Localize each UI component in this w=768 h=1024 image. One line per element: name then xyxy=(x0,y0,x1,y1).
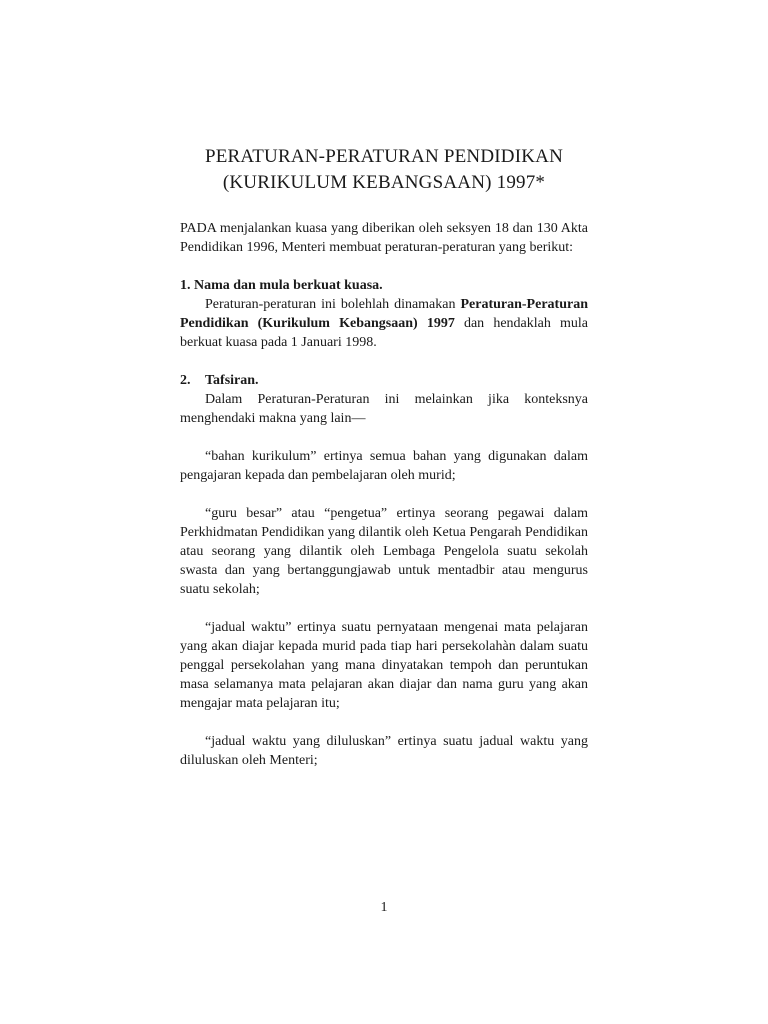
document-page xyxy=(180,144,588,770)
section-1-text-after: dan hendaklah mula berkuat kuasa pada 1 Januari 1998. xyxy=(180,316,588,350)
definition-jadual-waktu: “jadual waktu” ertinya suatu pernyataan mengenai mata pelajaran yang akan diajar kepada murid pada tiap hari persekolahàn dalam suatu penggal persekolahan yang mana dinyatakan tempoh dan peruntukan masa selamanya mata pelajaran akan diajar dan nama guru yang akan mengajar mata pelajaran itu; xyxy=(180,620,588,711)
section-1-text-before: Peraturan-peraturan ini bolehlah dinamakan xyxy=(205,297,461,312)
definition-jadual-waktu-diluluskan: “jadual waktu yang diluluskan” ertinya suatu jadual waktu yang diluluskan oleh Menteri; xyxy=(180,734,588,768)
page-number: 1 xyxy=(380,900,388,915)
section-2-number: 2. xyxy=(180,373,191,388)
document-title xyxy=(180,144,588,196)
title-line-2: (KURIKULUM KEBANGSAAN) 1997* xyxy=(222,172,546,193)
section-1-heading: 1. Nama dan mula berkuat kuasa. xyxy=(180,278,383,293)
definition-bahan-kurikulum: “bahan kurikulum” ertinya semua bahan yang digunakan dalam pengajaran kepada dan pembelajaran oleh murid; xyxy=(180,449,588,483)
title-line-1: PERATURAN-PERATURAN PENDIDIKAN xyxy=(204,146,564,167)
section-1-paragraph xyxy=(180,295,588,352)
intro-paragraph: PADA menjalankan kuasa yang diberikan oleh seksyen 18 dan 130 Akta Pendidikan 1996, Menteri membuat peraturan-peraturan yang berikut: xyxy=(180,221,588,255)
section-2-title: Tafsiran. xyxy=(205,373,259,388)
definition-guru-besar: “guru besar” atau “pengetua” ertinya seorang pegawai dalam Perkhidmatan Pendidikan yang dilantik oleh Ketua Pengarah Pendidikan atau seorang yang dilantik oleh Lembaga Pengelola suatu sekolah swasta dan yang bertanggungjawab untuk mentadbir atau mengurus suatu sekolah; xyxy=(180,506,588,597)
section-2-heading xyxy=(180,371,588,390)
section-2-lead: Dalam Peraturan-Peraturan ini melainkan jika konteksnya menghendaki makna yang lain— xyxy=(180,392,588,426)
section-1-regulation-name: Peraturan-Peraturan Pendidikan (Kurikulum Kebangsaan) 1997 xyxy=(180,297,588,331)
